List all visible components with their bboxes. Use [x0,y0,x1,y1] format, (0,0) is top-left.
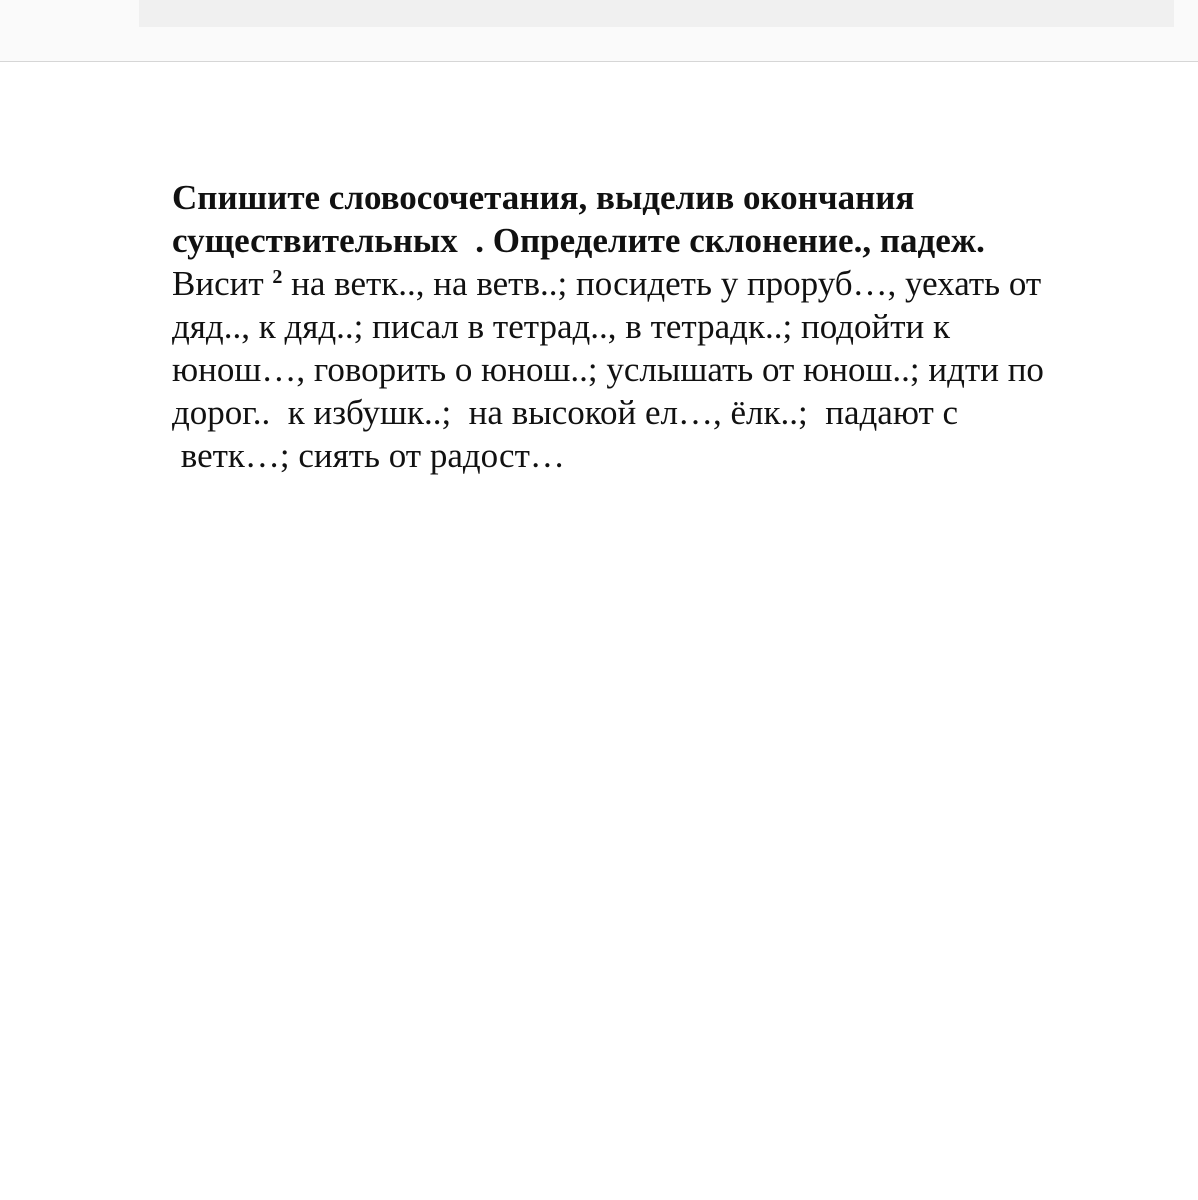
exercise-line-5: ветк…; сиять от радост… [172,436,565,475]
exercise-line-3: юнош…, говорить о юнош..; услышать от юнош..; идти по [172,350,1044,389]
instruction-line-1: Спишите словосочетания, выделив окончания [172,178,915,217]
toolbar-area [139,0,1174,27]
instruction-line-2: существительных . Определите склонение., падеж. [172,221,985,260]
exercise-first-word: Висит [172,264,273,303]
document-body [172,176,1112,477]
exercise-line-4: дорог.. к избушк..; на высокой ел…, ёлк..; падают с [172,393,959,432]
exercise-line-2: дяд.., к дяд..; писал в тетрад.., в тетрадк..; подойти к [172,307,950,346]
exercise-line-1 [172,262,1112,305]
exercise-line-1-rest: на ветк.., на ветв..; посидеть у проруб…, уехать от [282,264,1042,303]
top-bar [0,0,1198,62]
superscript-marker: 2 [272,266,283,288]
